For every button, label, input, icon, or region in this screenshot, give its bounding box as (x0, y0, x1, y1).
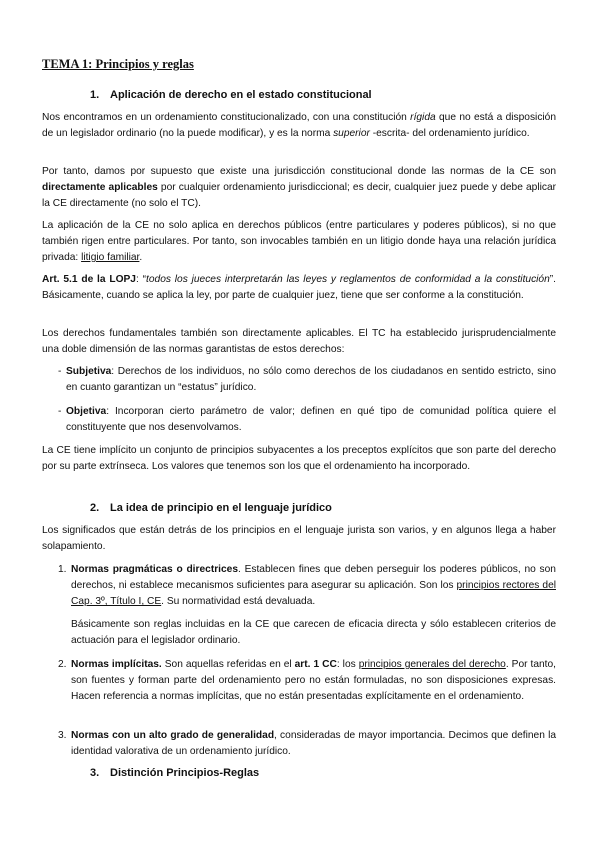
p4-text-a: : “ (135, 274, 147, 285)
p2-text-b: por cualquier ordenamiento jurisdiccional; es decir, cualquier juez puede y debe aplicar la CE directamente (no solo el TC). (42, 182, 557, 209)
bullet-subjetiva-bold: Subjetiva (66, 366, 112, 377)
item-2-text-b: : los (336, 659, 359, 670)
item-1-underline: principios rectores del Cap. 3º, Título I, CE (71, 580, 556, 607)
paragraph-6: La CE tiene implícito un conjunto de principios subyacentes a los preceptos explícitos que son parte del derecho por su parte extrínseca. Los valores que tenemos son los que el ordenamiento ha incorporado. (42, 445, 556, 472)
p1-italic-superior: superior (333, 128, 370, 139)
item-3-text-a: , consideradas de mayor importancia. Decimos que definen la identidad valorativa de un ordenamiento jurídico. (71, 730, 556, 757)
bullet-subjetiva-text: : Derechos de los individuos, no sólo como derechos de los ciudadanos en sentido estricto, sino en cuanto garantizan un “estatus” jurídico. (66, 366, 556, 393)
item-1-text-b: . Su normatividad está devaluada. (161, 596, 316, 607)
item-2-number: 2. (58, 659, 67, 670)
item-1 (71, 562, 556, 610)
p2-text-a: Por tanto, damos por supuesto que existe una jurisdicción constitucional donde las normas de la CE son (42, 166, 556, 177)
item-1-number: 1. (58, 564, 67, 575)
paragraph-3 (42, 218, 556, 266)
paragraph-4 (42, 272, 556, 304)
p3-text-b: . (139, 252, 143, 263)
bullet-objetiva (66, 404, 556, 436)
item-3 (71, 728, 556, 760)
section1-title: Aplicación de derecho en el estado constitucional (110, 89, 372, 101)
paragraph-1 (42, 110, 556, 142)
p1-italic-rigida: rígida (410, 112, 436, 123)
section1-heading (90, 89, 372, 101)
p1-text-a: Nos encontramos en un ordenamiento constitucionalizado, con una constitución (42, 112, 411, 123)
item-3-number: 3. (58, 730, 67, 741)
doc-title: TEMA 1: Principios y reglas (42, 57, 194, 71)
section2-heading (90, 502, 332, 514)
p4-italic: todos los jueces interpretarán las leyes y reglamentos de conformidad a la constitución (146, 274, 550, 285)
item-2-text-c: . Por tanto, son fuentes y forman parte del ordenamiento pero no están formuladas, no son disposiciones expresas. Hacen referencia a normas implícitas, que no están presentadas explícitamente en el ordenamiento. (71, 659, 556, 702)
item-1-extra: Básicamente son reglas incluidas en la CE que carecen de eficacia directa y sólo establecen criterios de actuación para el legislador ordinario. (71, 619, 556, 646)
item-1-bold: Normas pragmáticas o directrices (71, 564, 238, 575)
p2-bold: directamente aplicables (42, 182, 158, 193)
p1-text-c: -escrita- del ordenamiento jurídico. (369, 128, 530, 139)
item-3-bold: Normas con un alto grado de generalidad (71, 730, 275, 741)
section3-title: Distinción Principios-Reglas (110, 767, 260, 779)
bullet-subjetiva (66, 364, 556, 396)
section1-number: 1. (90, 89, 100, 101)
p4-bold: Art. 5.1 de la LOPJ (42, 274, 136, 285)
item-2-bold: Normas implícitas. (71, 659, 162, 670)
item-2-text-a: Son aquellas referidas en el (161, 659, 295, 670)
paragraph-2 (42, 164, 556, 212)
item-2 (71, 657, 556, 705)
bullet-objetiva-text: : Incorporan cierto parámetro de valor; definen en qué tipo de comunidad política quiere el constituyente que nos desenvolvamos. (66, 406, 556, 433)
item-1-text-a: . Establecen fines que deben perseguir los poderes públicos, no son derechos, ni establece mecanismos suficientes para asegurar su aplicación. Son los (71, 564, 556, 591)
paragraph-5: Los derechos fundamentales también son directamente aplicables. El TC ha establecido jurisprudencialmente una doble dimensión de las normas garantistas de estos derechos: (42, 328, 556, 355)
section3-number: 3. (90, 767, 100, 779)
section2-title: La idea de principio en el lenguaje jurídico (110, 502, 332, 514)
p1-text-b: que no está a disposición de un legislador ordinario (no la puede modificar), y es la norma (42, 112, 557, 139)
p4-text-b: ”. Básicamente, cuando se aplica la ley, por parte de cualquier juez, tiene que ser conforme a la constitución. (42, 274, 556, 301)
bullet-dash-1: - (58, 366, 62, 377)
p3-underline: litigio familiar (81, 252, 140, 263)
item-2-bold-art: art. 1 CC (294, 659, 337, 670)
section3-heading (90, 767, 259, 779)
section2-number: 2. (90, 502, 100, 514)
bullet-objetiva-bold: Objetiva (66, 406, 107, 417)
item-2-underline: principios generales del derecho (358, 659, 506, 670)
p3-text-a: La aplicación de la CE no solo aplica en derechos públicos (entre particulares y poderes públicos), si no que también rigen entre particulares. Por tanto, son invocables también en un litigio donde haya una relación jurídica privada: (42, 220, 556, 263)
bullet-dash-2: - (58, 406, 62, 417)
section2-intro: Los significados que están detrás de los principios en el lenguaje jurista son varios, y en algunos llega a haber solapamiento. (42, 525, 556, 552)
